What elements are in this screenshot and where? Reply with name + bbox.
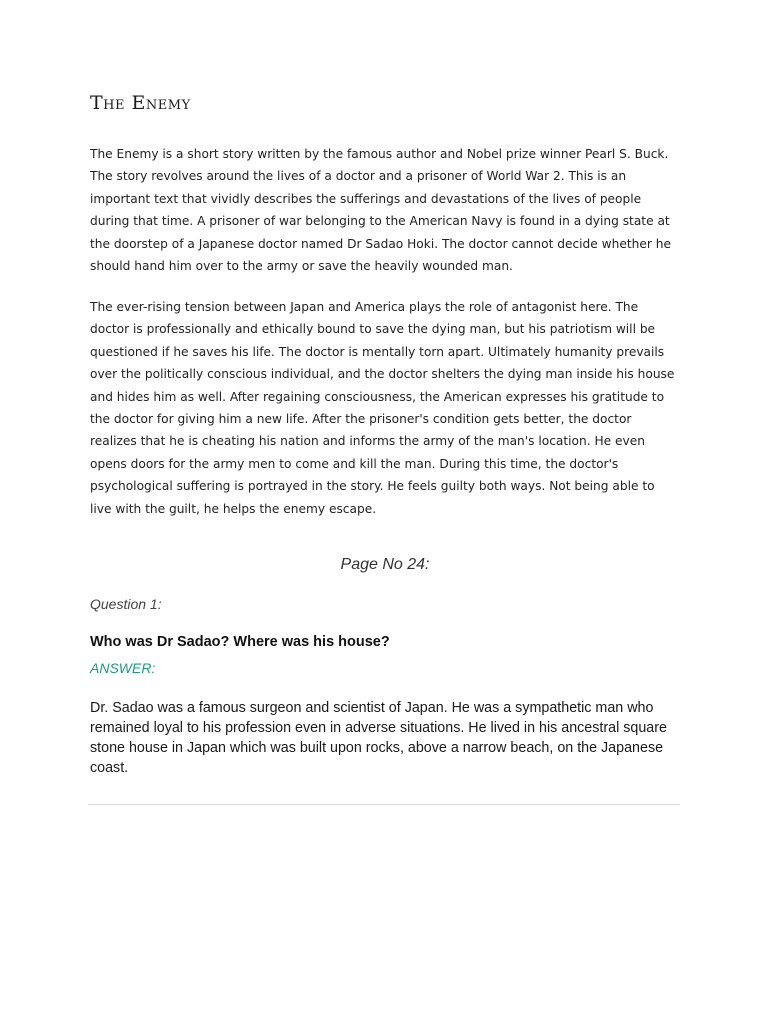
page-number-heading: Page No 24:: [340, 556, 430, 573]
section-divider: [88, 804, 680, 805]
question-label: Question 1:: [90, 596, 162, 612]
document-title: The Enemy: [90, 92, 191, 114]
summary-paragraph-1: The Enemy is a short story written by the famous author and Nobel prize winner Pearl S. Buck. The story revolves around the lives of a doctor and a prisoner of World War 2. This is an important text that vividly describes the sufferings and devastations of the lives of people during that time. A prisoner of war belonging to the American Navy is found in a dying state at the doorstep of a Japanese doctor named Dr Sadao Hoki. The doctor cannot decide whether he should hand him over to the army or save the heavily wounded man.: [90, 147, 671, 274]
answer-label: ANSWER:: [90, 660, 156, 676]
question-text: Who was Dr Sadao? Where was his house?: [90, 634, 390, 650]
answer-text: Dr. Sadao was a famous surgeon and scientist of Japan. He was a sympathetic man who remained loyal to his profession even in adverse situations. He lived in his ancestral square stone house in Japan which was built upon rocks, above a narrow beach, on the Japanese coast.: [90, 700, 667, 776]
summary-paragraph-2: The ever-rising tension between Japan and America plays the role of antagonist here. The doctor is professionally and ethically bound to save the dying man, but his patriotism will be questioned if he saves his life. The doctor is mentally torn apart. Ultimately humanity prevails over the politically conscious individual, and the doctor shelters the dying man inside his house and hides him as well. After regaining consciousness, the American expresses his gratitude to the doctor for giving him a new life. After the prisoner's condition gets better, the doctor realizes that he is cheating his nation and informs the army of the man's location. He even opens doors for the army men to come and kill the man. During this time, the doctor's psychological suffering is portrayed in the story. He feels guilty both ways. Not being able to live with the guilt, he helps the enemy escape.: [90, 300, 675, 516]
